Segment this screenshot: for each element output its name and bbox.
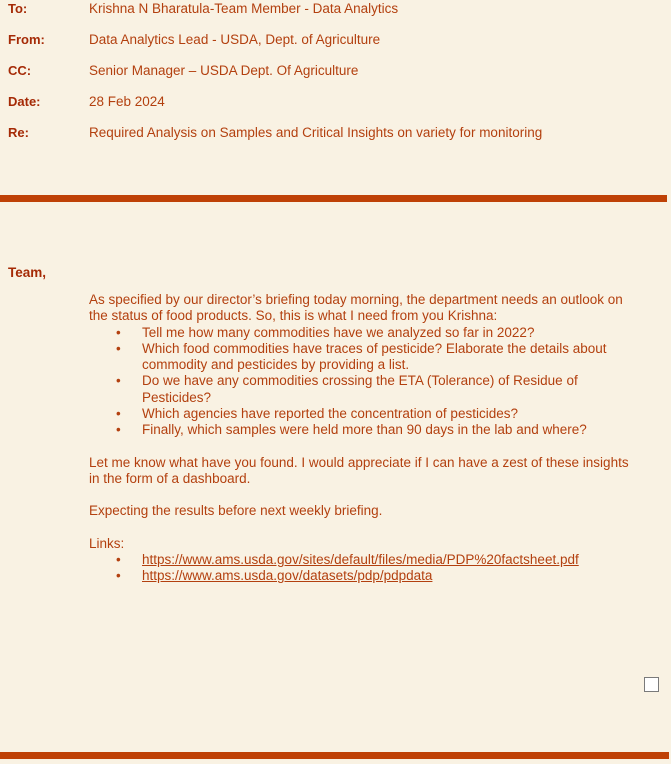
date-value: 28 Feb 2024 <box>89 94 165 109</box>
factsheet-link[interactable]: https://www.ams.usda.gov/sites/default/files/media/PDP%20factsheet.pdf <box>142 551 579 567</box>
pdpdata-link[interactable]: https://www.ams.usda.gov/datasets/pdp/pdpdata <box>142 568 433 584</box>
re-label: Re: <box>8 125 29 140</box>
from-label: From: <box>8 32 45 47</box>
re-value: Required Analysis on Samples and Critical Insights on variety for monitoring <box>89 125 543 140</box>
to-row <box>0 1 671 21</box>
links-label: Links: <box>89 535 125 551</box>
to-value: Krishna N Bharatula-Team Member - Data Analytics <box>89 1 399 16</box>
header-divider <box>0 195 667 202</box>
footer-divider <box>0 752 669 759</box>
list-item: • Finally, which samples were held more than 90 days in the lab and where? <box>89 422 634 438</box>
date-label: Date: <box>8 94 41 109</box>
list-item: • Which agencies have reported the concentration of pesticides? <box>89 406 634 422</box>
intro-paragraph: As specified by our director’s briefing today morning, the department needs an outlook on the status of food products. So, this is what I need from you Krishna: <box>89 292 623 324</box>
list-item <box>89 568 634 584</box>
request-paragraph: Let me know what have you found. I would appreciate if I can have a zest of these insights in the form of a dashboard. <box>89 454 629 486</box>
cc-value: Senior Manager – USDA Dept. Of Agriculture <box>89 63 359 78</box>
questions-list <box>89 325 634 439</box>
deadline-paragraph: Expecting the results before next weekly briefing. <box>89 503 383 519</box>
list-item: • Do we have any commodities crossing the ETA (Tolerance) of Residue of Pesticides? <box>89 373 634 406</box>
list-item: • Tell me how many commodities have we analyzed so far in 2022? <box>89 325 634 341</box>
date-row <box>0 94 671 114</box>
from-row <box>0 32 671 52</box>
cc-label: CC: <box>8 63 32 78</box>
re-row <box>0 125 671 145</box>
from-value: Data Analytics Lead - USDA, Dept. of Agriculture <box>89 32 381 47</box>
greeting: Team, <box>8 265 47 280</box>
list-item: • Which food commodities have traces of pesticide? Elaborate the details about commodity and pesticides by providing a list. <box>89 341 634 374</box>
links-list <box>89 552 634 585</box>
memo-body <box>89 292 634 584</box>
cc-row <box>0 63 671 83</box>
list-item <box>89 552 634 568</box>
checkbox[interactable] <box>644 677 659 692</box>
to-label: To: <box>8 1 28 16</box>
